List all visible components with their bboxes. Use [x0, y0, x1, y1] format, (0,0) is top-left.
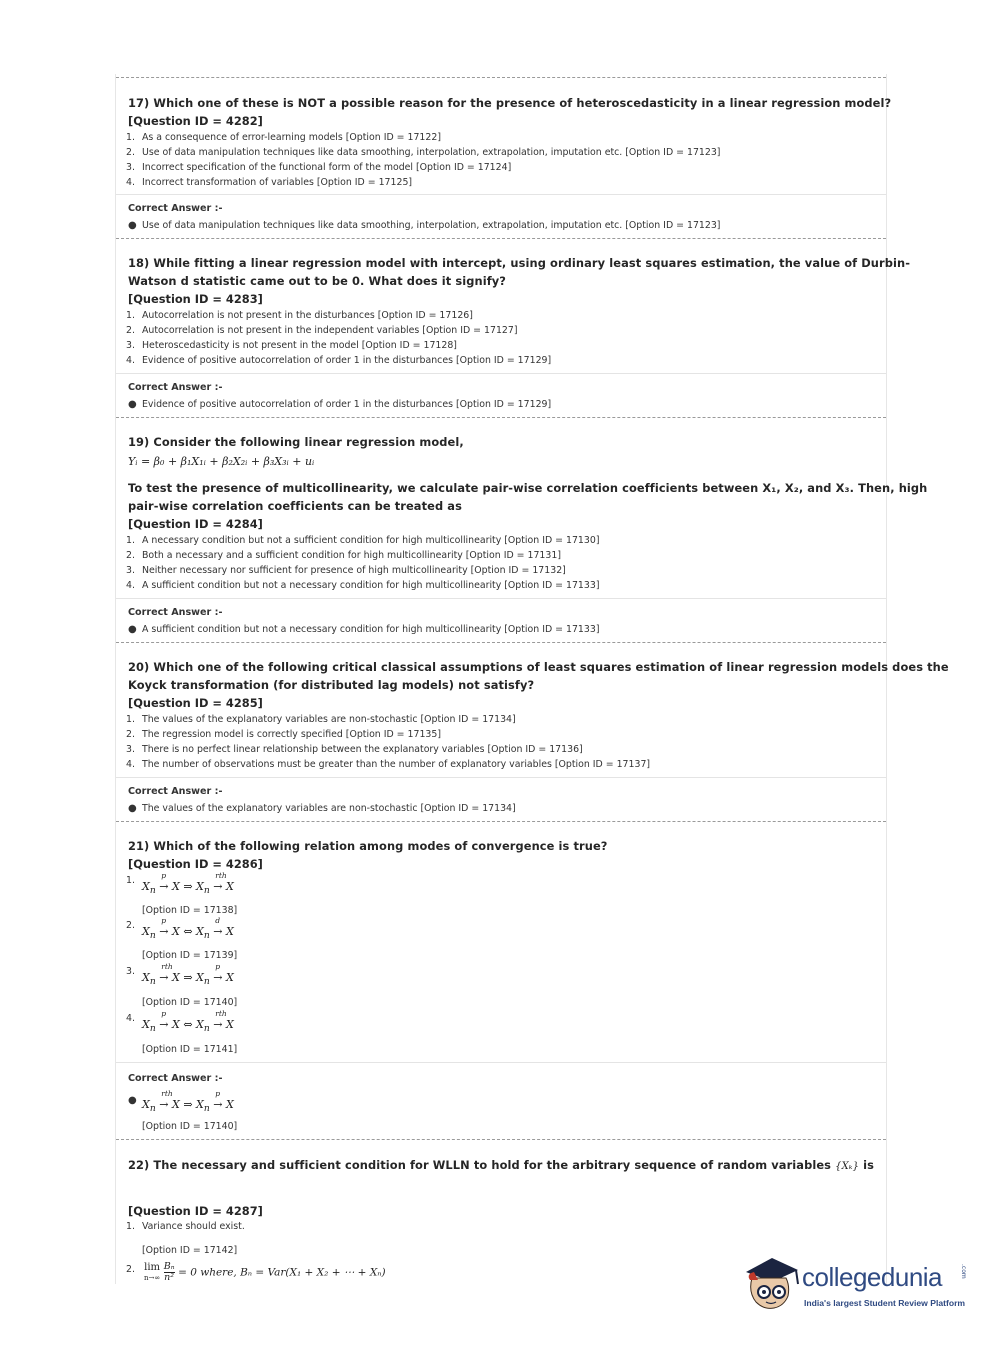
question-text: 18) While fitting a linear regression model with intercept, using ordinary least squares estimation, the value of Durbin- [128, 256, 911, 270]
option-2: 2. The regression model is correctly specified [Option ID = 17135] [126, 729, 442, 740]
option-id: [Option ID = 17141] [142, 1044, 238, 1055]
question-id: [Question ID = 4287] [128, 1204, 263, 1218]
option-4: 4. The number of observations must be greater than the number of explanatory variables [Option ID = 17137] [126, 759, 651, 770]
option-1: 1. The values of the explanatory variables are non-stochastic [Option ID = 17134] [126, 714, 516, 725]
answer-21: Correct Answer :- ● $X_n$ → rth X ⇒ $X_n$ → p X [Option ID = 17140] [116, 1062, 886, 1140]
question-21: 21) Which of the following relation among modes of convergence is true? [Question ID = 4286] 1. $X_n$ → p X ⇒ $X_n$ → rth X [Option ID = 17138] 2. $X_n$ → p X ⇔ $X_n$ → d X [Option ID = 17139] 3. $X_n$ → rth X ⇒ $X_n$ → p X [Option ID = 17140] 4. $X_n$ → p X ⇔ $X_n$ → rth X [Option ID = 17141] [116, 821, 886, 1063]
option-id: [Option ID = 17140] [142, 997, 238, 1008]
option-id: [Option ID = 17140] [142, 1121, 238, 1132]
option-id: [Option ID = 17139] [142, 950, 238, 961]
question-text-line2: Koyck transformation (for distributed lag models) not satisfy? [128, 678, 535, 692]
correct-answer: $X_n$ → rth X ⇒ $X_n$ → p X [142, 1089, 234, 1115]
answer-18 [116, 373, 886, 418]
mascot-icon [742, 1252, 802, 1318]
option-1: 1. A necessary condition but not a sufficient condition for high multicollinearity [Option ID = 17130] [126, 535, 600, 546]
limit-expression: lim n→∞ $\frac{\text{Bₙ}}{\text{n²}}$ = 0 where, Bₙ = Var(X₁ + X₂ + ⋯ + Xₙ) [144, 1261, 386, 1283]
correct-answer-label: Correct Answer :- [128, 786, 223, 797]
option-id: [Option ID = 17138] [142, 905, 238, 916]
question-text: 20) Which one of the following critical classical assumptions of least squares estimation of linear regression models does the [128, 660, 949, 674]
convergence-relation: $X_n$ → p X ⇔ $X_n$ → d X [142, 916, 234, 942]
option-4: 4. A sufficient condition but not a necessary condition for high multicollinearity [Option ID = 17133] [126, 580, 600, 591]
question-id: [Question ID = 4282] [128, 114, 263, 128]
question-id: [Question ID = 4283] [128, 292, 263, 306]
question-22: 22) The necessary and sufficient condition for WLLN to hold for the arbitrary sequence of random variables {Xₖ} is [Question ID = 4287] 1. Variance should exist. [Option ID = 17142] 2. lim n→∞ $\frac{\text{Bₙ}}{\text{n²}}$ = 0 where, Bₙ = Var(X₁ + X₂ + ⋯ + Xₙ) [116, 1139, 886, 1285]
collegedunia-logo [742, 1252, 972, 1318]
correct-answer-label: Correct Answer :- [128, 607, 223, 618]
convergence-relation: $X_n$ → rth X ⇒ $X_n$ → p X [142, 962, 234, 988]
option-3: 3. Incorrect specification of the functional form of the model [Option ID = 17124] [126, 162, 512, 173]
option-2: 2. Use of data manipulation techniques like data smoothing, interpolation, extrapolation, imputation etc. [Option ID = 17123] [126, 147, 721, 158]
question-text: 17) Which one of these is NOT a possible reason for the presence of heteroscedasticity in a linear regression model? [128, 96, 892, 110]
option-3: 3. There is no perfect linear relationship between the explanatory variables [Option ID = 17136] [126, 744, 583, 755]
brand-dotcom: .com [960, 1264, 967, 1279]
question-text: 21) Which of the following relation among modes of convergence is true? [128, 839, 608, 853]
correct-answer-label: Correct Answer :- [128, 203, 223, 214]
question-id: [Question ID = 4284] [128, 517, 263, 531]
correct-answer: ● Use of data manipulation techniques like data smoothing, interpolation, extrapolation, imputation etc. [Option ID = 17123] [128, 220, 721, 231]
option-id: [Option ID = 17142] [142, 1245, 238, 1256]
correct-answer: ● Evidence of positive autocorrelation of order 1 in the disturbances [Option ID = 17129] [128, 399, 552, 410]
correct-answer: ● A sufficient condition but not a necessary condition for high multicollinearity [Option ID = 17133] [128, 624, 600, 635]
question-body-line2: pair-wise correlation coefficients can be treated as [128, 499, 462, 513]
option-4: 4. Evidence of positive autocorrelation of order 1 in the disturbances [Option ID = 17129] [126, 355, 552, 366]
option-1: 1. Autocorrelation is not present in the disturbances [Option ID = 17126] [126, 310, 473, 321]
option-3: 3. Heteroscedasticity is not present in the model [Option ID = 17128] [126, 340, 457, 351]
option-1: 1. As a consequence of error-learning models [Option ID = 17122] [126, 132, 441, 143]
question-20 [116, 642, 949, 778]
question-text: 22) The necessary and sufficient condition for WLLN to hold for the arbitrary sequence of random variables {Xₖ} is [128, 1158, 874, 1172]
regression-equation: Yᵢ = β₀ + β₁X₁ᵢ + β₂X₂ᵢ + β₃X₃ᵢ + uᵢ [128, 455, 315, 468]
convergence-relation: $X_n$ → p X ⇒ $X_n$ → rth X [142, 871, 234, 897]
sequence-symbol: {Xₖ} [835, 1161, 860, 1172]
correct-answer-label: Correct Answer :- [128, 1073, 223, 1084]
answer-20 [116, 777, 886, 822]
brand-tagline: India's largest Student Review Platform [804, 1298, 966, 1308]
question-19 [116, 417, 928, 599]
option-2: 2. Autocorrelation is not present in the independent variables [Option ID = 17127] [126, 325, 518, 336]
question-18 [116, 238, 911, 374]
convergence-relation: $X_n$ → p X ⇔ $X_n$ → rth X [142, 1009, 234, 1035]
option-4: 4. Incorrect transformation of variables [Option ID = 17125] [126, 177, 413, 188]
correct-answer: ● The values of the explanatory variables are non-stochastic [Option ID = 17134] [128, 803, 516, 814]
option-1: 1. Variance should exist. [126, 1221, 245, 1232]
option-3: 3. Neither necessary nor sufficient for presence of high multicollinearity [Option ID = 17132] [126, 565, 566, 576]
option-2: 2. Both a necessary and a sufficient condition for high multicollinearity [Option ID = 17131] [126, 550, 561, 561]
correct-answer-label: Correct Answer :- [128, 382, 223, 393]
question-text-line2: Watson d statistic came out to be 0. What does it signify? [128, 274, 507, 288]
question-text: 19) Consider the following linear regression model, [128, 435, 464, 449]
question-17 [116, 77, 892, 195]
answer-17 [116, 194, 886, 239]
answer-19 [116, 598, 886, 643]
brand-name: collegedunia [802, 1262, 943, 1292]
question-id: [Question ID = 4285] [128, 696, 263, 710]
question-body: To test the presence of multicollinearity, we calculate pair-wise correlation coefficients between X₁, X₂, and X₃. Then, high [128, 481, 928, 495]
question-id: [Question ID = 4286] [128, 857, 263, 871]
